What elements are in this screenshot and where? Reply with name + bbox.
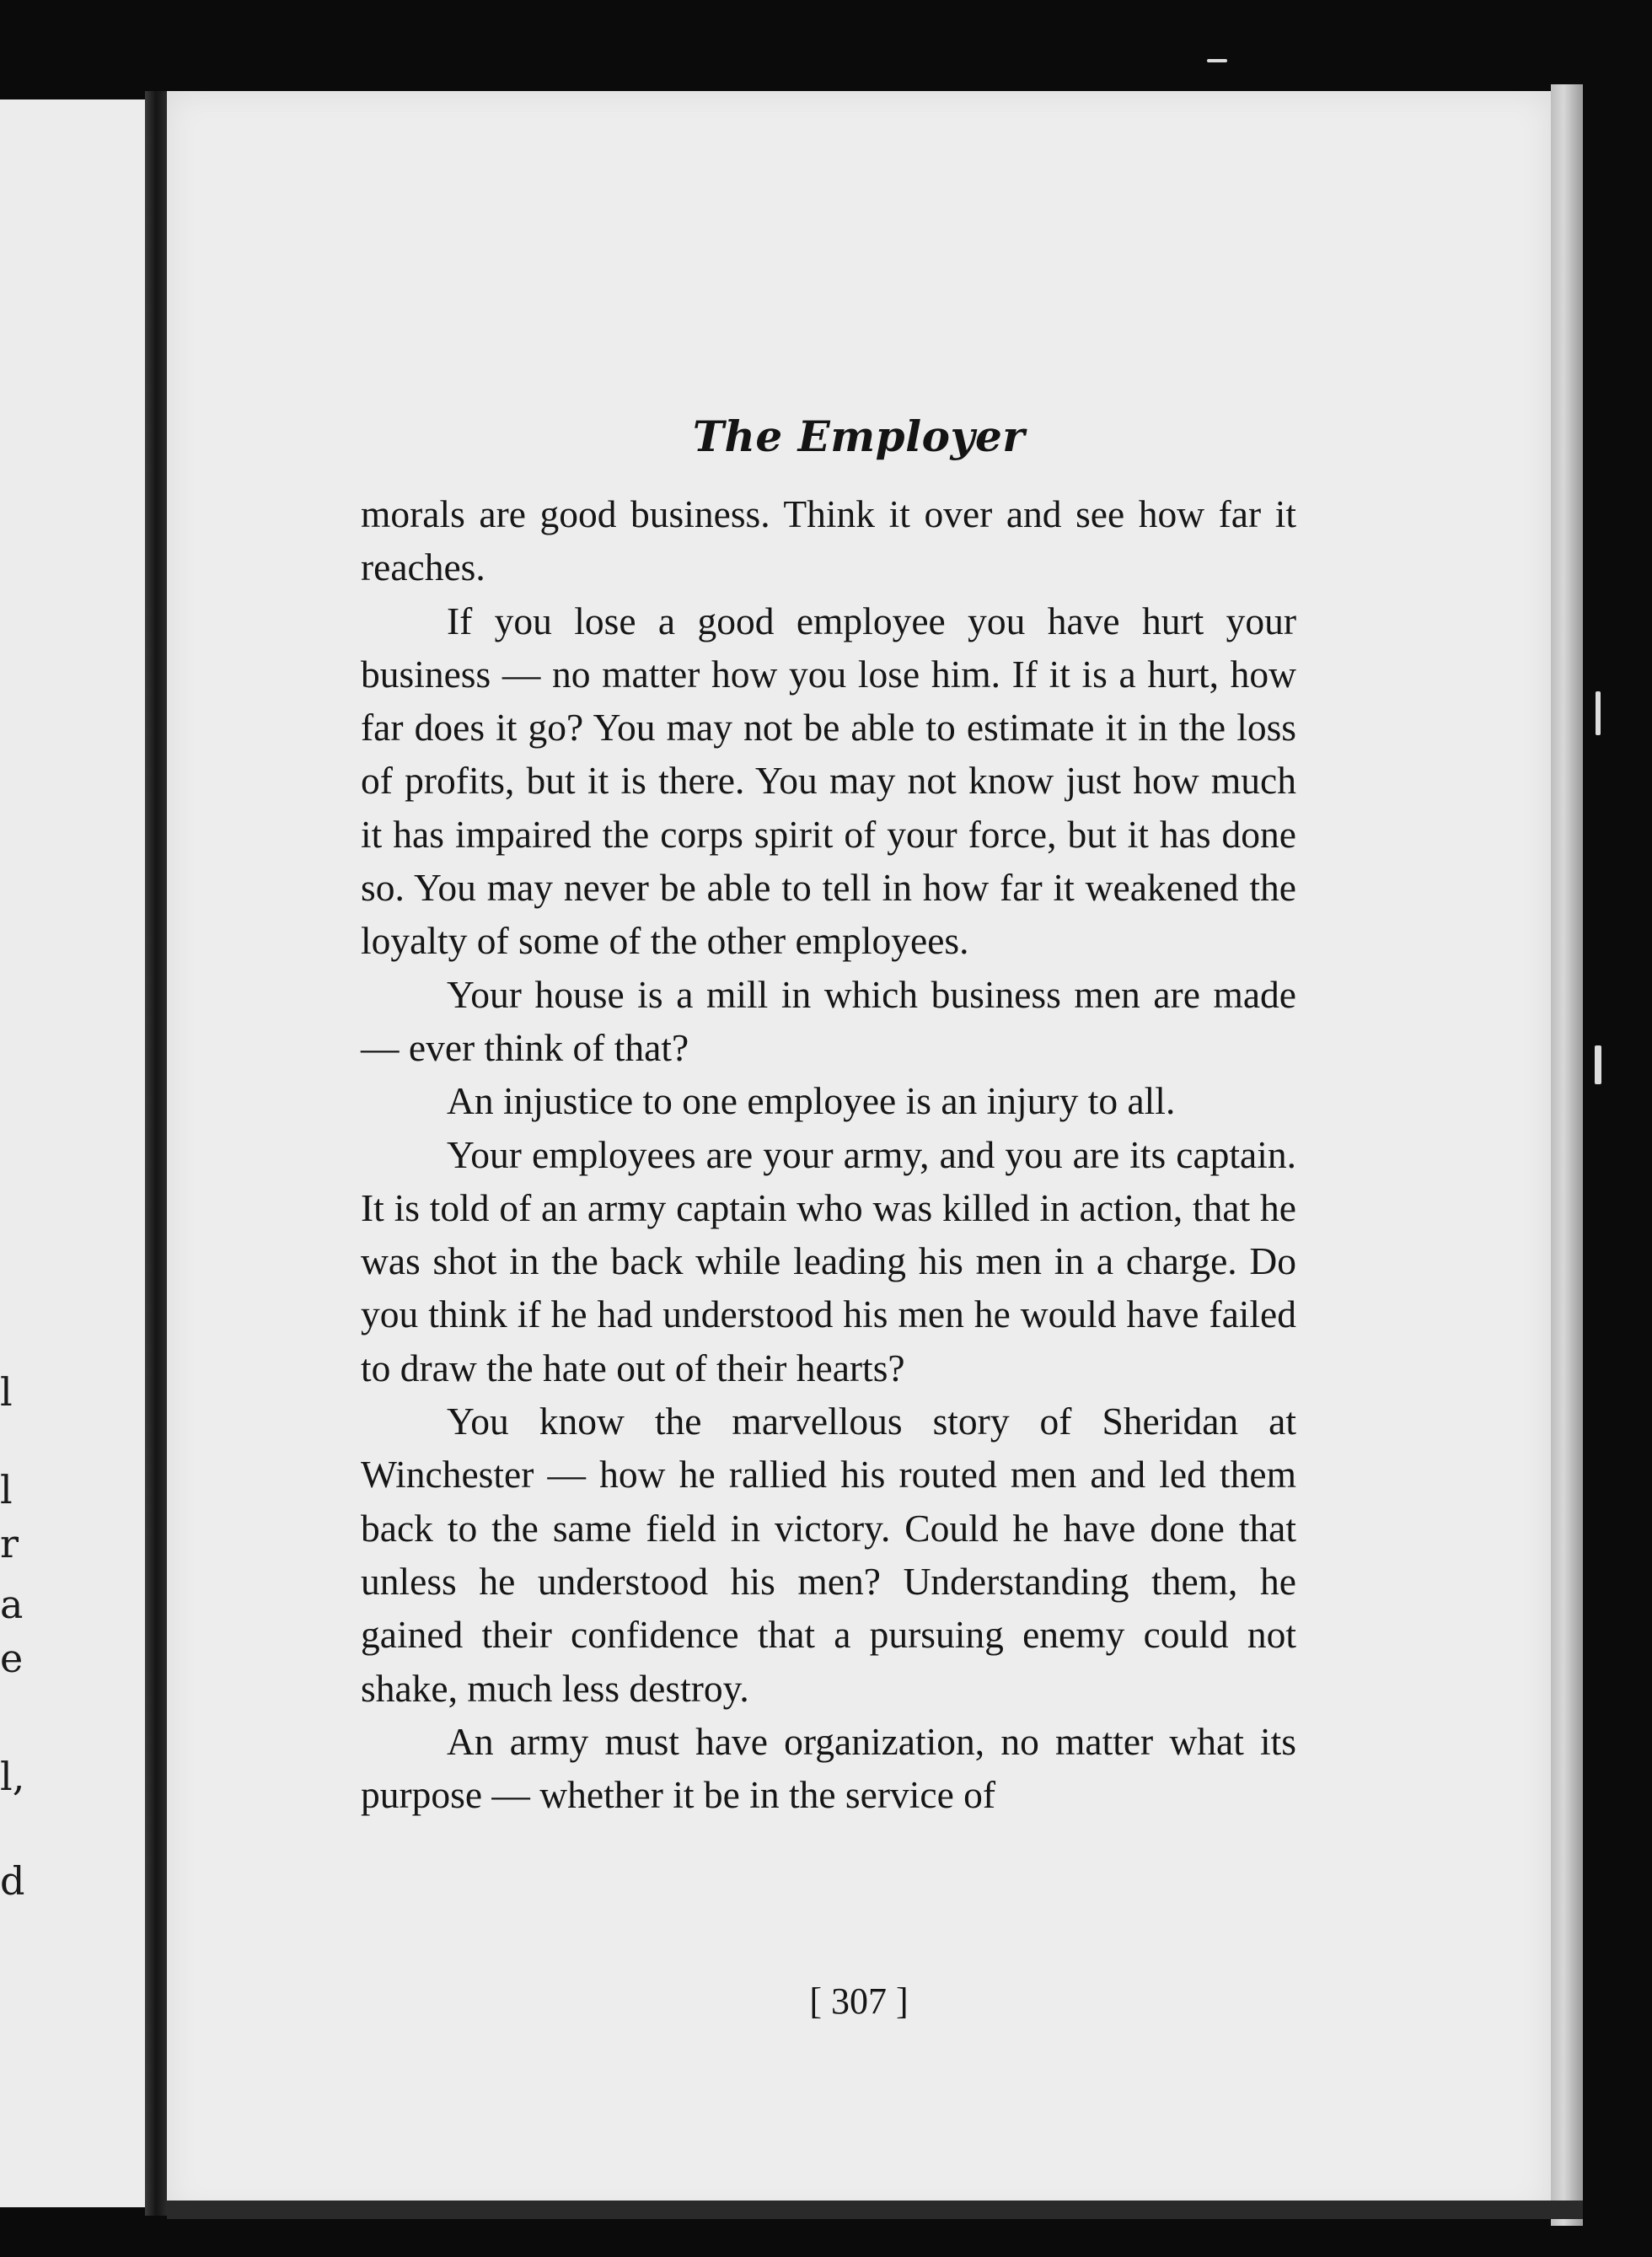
- paragraph: An army must have organization, no matter what its purpose — whether it be in the service of: [361, 1719, 1296, 1817]
- book-gutter: [145, 91, 167, 2216]
- scan-artifact: [1207, 59, 1227, 62]
- paragraph: morals are good business. Think it over and see how far it reaches.: [361, 492, 1296, 589]
- paragraph: If you lose a good employee you have hurt your business — no matter how you lose him. If it is a hurt, how far does it go? You may not be able to estimate it in the loss of profits, but it is there. You may not know just how much it has impaired the corps spirit of your force, but it has done so. You may never be able to tell in how far it weakened the loyalty of some of the other employees.: [361, 599, 1296, 963]
- left-page-fragment-text: d: [0, 1858, 25, 1904]
- page-number: [ 307 ]: [809, 1980, 909, 2022]
- left-page-fragment-text: l: [0, 1467, 13, 1513]
- scan-artifact: [1596, 691, 1601, 735]
- page-edge: [1551, 84, 1583, 2226]
- running-head: The Employer: [692, 411, 1026, 461]
- paragraph: You know the marvellous story of Sheridan at Winchester — how he rallied his routed men and led them back to the same field in victory. Could he have done that unless he understood his men? Understanding them, he gained their confidence that a pursuing enemy could not shake, much less destroy.: [361, 1400, 1296, 1710]
- left-page-fragment-text: l,: [0, 1754, 25, 1799]
- paragraph: Your house is a mill in which business men are made — ever think of that?: [361, 972, 1296, 1069]
- book-page: [167, 91, 1551, 2216]
- left-page-fragment-text: r: [0, 1521, 19, 1566]
- scan-artifact: [1595, 1045, 1601, 1084]
- left-page-fragment-text: e: [0, 1636, 24, 1681]
- left-page-fragment-text: a: [0, 1582, 24, 1627]
- left-page-fragment: [0, 99, 145, 2207]
- left-page-fragment-text: l: [0, 1369, 13, 1415]
- paragraph: An injustice to one employee is an injury to all.: [447, 1079, 1176, 1123]
- paragraph: Your employees are your army, and you are its captain. It is told of an army captain who was killed in action, that he was shot in the back while leading his men in a charge. Do you think if he had understood his men he would have failed to draw the hate out of their hearts?: [361, 1132, 1296, 1389]
- page-bottom-edge: [167, 2201, 1583, 2219]
- page-body: [361, 487, 1296, 1821]
